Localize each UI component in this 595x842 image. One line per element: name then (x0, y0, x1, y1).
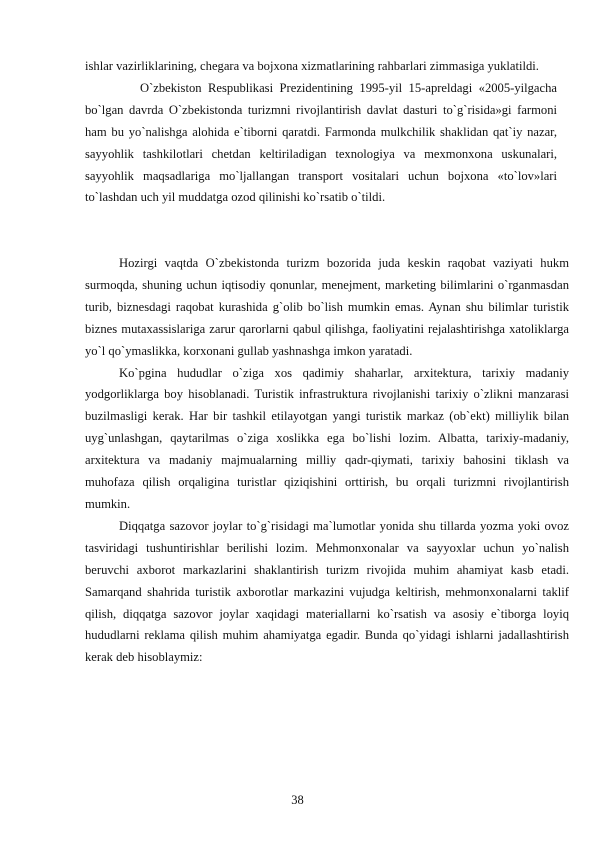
text-block-main (85, 253, 569, 669)
page-number: 38 (291, 793, 304, 807)
paragraph-heritage: Ko`pgina hududlar o`ziga xos qadimiy shaharlar, arxitektura, tarixiy madaniy yodgorliklarga boy hisoblanadi. Turistik infrastruktura rivojlanishi tarixiy o`zlikni manzarasi buzilmasligi kerak. Har bir tashkil etilayotgan yangi turistik markaz (ob`ekt) milliylik bilan uyg`unlashgan, qaytarilmas o`ziga xoslikka ega bo`lishi lozim. Albatta, tarixiy-madaniy, arxitektura va madaniy majmualarning milliy qadr-qiymati, tarixiy bahosini tiklash va muhofaza qilish orqaligina turistlar qiziqishini orttirish, bu orqali turizmni rivojlantirish mumkin. (85, 365, 569, 511)
paragraph-competition: Hozirgi vaqtda O`zbekistonda turizm bozorida juda keskin raqobat vaziyati hukm surmoqda, shuning uchun iqtisodiy qonunlar, menejment, marketing bilimlarini o`rganmasdan turib, biznesdagi raqobat kurashida g`olib bo`lish mumkin emas. Aynan shu bilimlar turistik biznes mutaxassislariga zarur qarorlarni qabul qilishga, faoliyatini rejalashtirishga xatoliklarga yo`l qo`ymaslikka, korxonani gullab yashnashga imkon yaratadi. (85, 256, 569, 358)
text-block-top (85, 56, 557, 209)
paragraph-decree: O`zbekiston Respublikasi Prezidentining 1995-yil 15-apreldagi «2005-yilgacha bo`lgan davrda O`zbekistonda turizmni rivojlantirish davlat dasturi to`g`risida»gi farmoni ham bu yo`nalishga alohida e`tiborni qaratdi. Farmonda mulkchilik shaklidan qat`iy nazar, sayyohlik tashkilotlari chetdan keltiriladigan texnologiya va mexmonxona uskunalari, sayyohlik maqsadlariga mo`ljallangan transport vositalari uchun bojxona «to`lov»lari to`lashdan uch yil muddatga ozod qilinishi ko`rsatib o`tildi. (85, 80, 557, 205)
paragraph-information-centers: Diqqatga sazovor joylar to`g`risidagi ma`lumotlar yonida shu tillarda yozma yoki ovoz tasviridagi tushuntirishlar berilishi lozim. Mehmonxonalar va sayyoxlar uchun yo`nalish beruvchi axborot markazlarini shaklantirish turizm rivojida muhim ahamiyat kasb etadi. Samarqand shahrida turistik axborotlar markazini vujudga keltirish, mehmonxonalarni taklif qilish, diqqatga sazovor joylar xaqidagi materiallarni ko`rsatish va asosiy e`tiborga loyiq hududlarni reklama qilish muhim ahamiyatga egadir. Bunda qo`yidagi ishlarni jadallashtirish kerak deb hisoblaymiz: (85, 518, 569, 665)
paragraph-continued: ishlar vazirliklarining, chegara va bojxona xizmatlarining rahbarlari zimmasiga yuklatildi. (85, 59, 539, 73)
